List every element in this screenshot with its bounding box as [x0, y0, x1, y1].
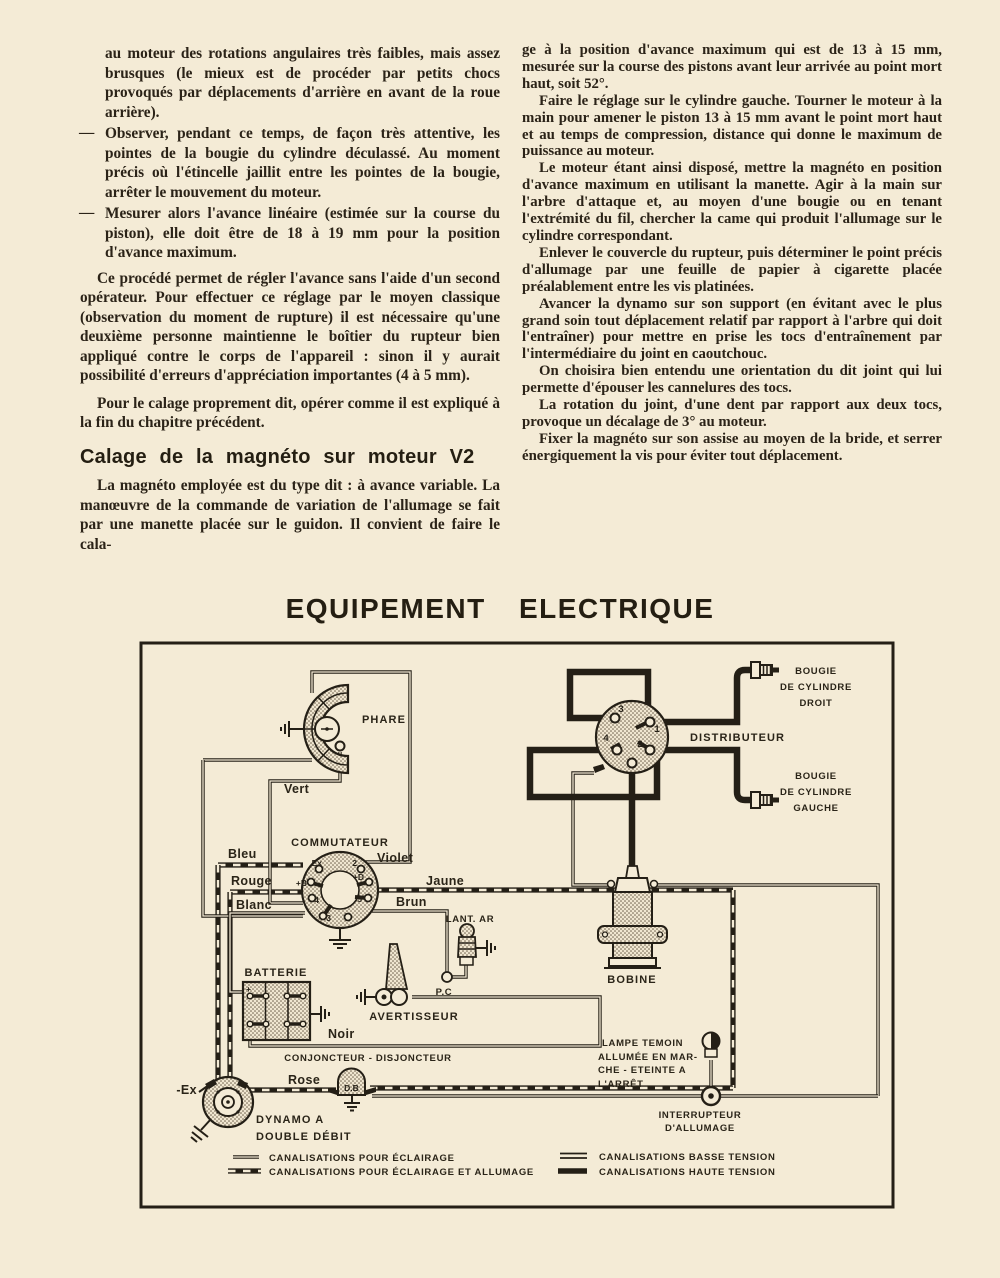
- warning-lamp-label1: LAMPE TEMOIN: [602, 1038, 684, 1049]
- paragraph: Enlever le couvercle du rupteur, puis déterminer le point précis d'allumage par une feuille de papier à cigarette placée préalablement entre les vis platinées.: [522, 244, 942, 295]
- rear-lamp-label: LANT. AR: [445, 914, 495, 925]
- terminal-3: 3: [326, 913, 331, 923]
- distributor-label: DISTRIBUTEUR: [690, 732, 786, 744]
- terminal-5: 5: [357, 894, 362, 904]
- wire-label-rouge: Rouge: [231, 874, 272, 888]
- distributor: [593, 701, 785, 773]
- warning-lamp-label3: CHE - ETEINTE A: [598, 1065, 687, 1076]
- list-item-text: Observer, pendant ce temps, de façon très attentive, les pointes de la bougie du cylindre déculassé. Au moment précis où l'étincelle jaillit entre les pointes de la bougie, arrêter le mouvement du moteur.: [105, 125, 500, 201]
- list-item: [79, 204, 500, 263]
- ground-icon: [191, 1119, 211, 1142]
- plug-left-label2: DE CYLINDRE: [779, 787, 853, 798]
- plug-right-label2: DE CYLINDRE: [779, 682, 853, 693]
- socket-label: P.C: [435, 987, 453, 998]
- paragraph: La magnéto employée est du type dit : à avance variable. La manœuvre de la commande de variation de l'allumage se fait par une manette placée sur le guidon. Il convient de faire le cala-: [80, 477, 500, 553]
- horn-label: AVERTISSEUR: [369, 1011, 459, 1023]
- figure-border: [141, 643, 893, 1207]
- list-item-continuation: [105, 44, 500, 122]
- plug-right-label1: BOUGIE: [795, 666, 837, 677]
- light-switch: [291, 837, 389, 948]
- distributor-number-3: 3: [618, 704, 624, 715]
- ground-icon: [281, 721, 304, 737]
- horn: [357, 944, 459, 1023]
- terminal-4: 4: [314, 895, 319, 905]
- dash-marker: —: [79, 204, 95, 221]
- list-item: [79, 124, 500, 202]
- warning-lamp-label2: ALLUMÉE EN MAR-: [598, 1052, 698, 1063]
- plug-left-label1: BOUGIE: [795, 771, 837, 782]
- dynamo-label-line1: DYNAMO A: [256, 1114, 325, 1126]
- terminal-2: 2: [352, 858, 357, 868]
- dynamo: [176, 1077, 351, 1143]
- battery-label: BATTERIE: [244, 967, 308, 979]
- paragraph: Pour le calage proprement dit, opérer comme il est expliqué à la fin du chapitre précédent.: [80, 394, 500, 431]
- ignition-switch: [659, 1087, 742, 1134]
- power-socket: [442, 972, 452, 982]
- warning-lamp-label4: L'ARRÊT: [598, 1079, 644, 1090]
- list-item-text: au moteur des rotations angulaires très faibles, mais assez brusques (le mieux est de procéder par petits chocs provoqués par déplacements d'arrière en avant de la roue arrière).: [105, 45, 500, 121]
- headlight-label: PHARE: [362, 714, 407, 726]
- wire-label-brun: Brun: [396, 895, 427, 909]
- dynamo-ex-label: -Ex: [176, 1083, 197, 1097]
- legend-label-basse: CANALISATIONS BASSE TENSION: [599, 1152, 776, 1163]
- legend-label-haute: CANALISATIONS HAUTE TENSION: [599, 1167, 776, 1178]
- spark-plug-left: [751, 771, 852, 814]
- column-left: [80, 42, 500, 554]
- dash-marker: —: [79, 124, 95, 141]
- battery: [243, 967, 329, 1040]
- dash-list: [80, 44, 500, 263]
- column-right: [522, 42, 942, 465]
- ground-icon: [344, 1095, 360, 1111]
- coil-label: BOBINE: [607, 974, 657, 986]
- wire-label-noir: Noir: [328, 1027, 355, 1041]
- wire-label-blanc: Blanc: [236, 898, 273, 912]
- ignition-coil: [598, 866, 667, 986]
- paragraph: Avancer la dynamo sur son support (en évitant avec le plus grand soin tout déplacement relatif par rapport à l'arbre qui doit l'entraîner) pour mettre en prise les tocs d'entraînement par l'intermédiaire du joint en caoutchouc.: [522, 295, 942, 363]
- wire-label-rose: Rose: [288, 1073, 321, 1087]
- relay-marking: D.B: [344, 1083, 359, 1093]
- distributor-number-4: 4: [603, 733, 609, 744]
- ground-icon: [475, 940, 495, 956]
- breaker-terminal: [593, 764, 605, 773]
- ignition-switch-label2: D'ALLUMAGE: [665, 1123, 735, 1134]
- relay-label: CONJONCTEUR - DISJONCTEUR: [284, 1053, 452, 1064]
- terminal-ex: Ex: [311, 858, 322, 868]
- wiring-diagram: [0, 640, 1000, 1278]
- switch-label: COMMUTATEUR: [291, 837, 389, 849]
- dynamo-label-line2: DOUBLE DÉBIT: [256, 1131, 352, 1143]
- legend-label-eclairage: CANALISATIONS POUR ÉCLAIRAGE: [269, 1153, 455, 1164]
- distributor-number-1: 1: [654, 724, 660, 735]
- ignition-switch-label1: INTERRUPTEUR: [658, 1110, 742, 1121]
- paragraph: La rotation du joint, d'une dent par rapport aux deux tocs, provoque un décalage de 3° au moteur.: [522, 397, 942, 430]
- paragraph: Faire le réglage sur le cylindre gauche. Tourner le moteur à la main pour amener le piston 13 à 15 mm avant le point mort haut et au temps de compression, distance qui donne le maximum de puissance au moteur.: [522, 92, 942, 160]
- legend-left: [228, 1153, 534, 1178]
- coil-clamp: [598, 926, 667, 943]
- legend-right: [558, 1152, 776, 1178]
- ground-icon: [329, 928, 351, 948]
- battery-plus-sign: +: [246, 984, 251, 994]
- section-heading: Calage de la magnéto sur moteur V2: [80, 445, 475, 468]
- ground-icon: [310, 1006, 329, 1022]
- ground-icon: [357, 989, 376, 1005]
- spark-plug-right: [751, 662, 852, 709]
- wire-color-labels: [228, 782, 464, 1087]
- paragraph: Fixer la magnéto sur son assise au moyen de la bride, et serrer énergiquement la vis pour éviter tout déplacement.: [522, 430, 942, 464]
- terminal-plus-b: +B: [295, 878, 307, 888]
- paragraph: Le moteur étant ainsi disposé, mettre la magnéto en position d'avance maximum en utilisant la manette. Agir à la main sur l'arbre d'attaque et, au moyen d'une bougie ou en tenant l'extrémité du fil, chercher la came qui produit l'allumage sur le cylindre correspondant.: [522, 160, 942, 244]
- wire-label-bleu: Bleu: [228, 847, 257, 861]
- wire-label-jaune: Jaune: [426, 874, 465, 888]
- paragraph: On choisira bien entendu une orientation du dit joint qui lui permette d'épouser les cannelures des tocs.: [522, 363, 942, 397]
- paragraph: ge à la position d'avance maximum qui est de 13 à 15 mm, mesurée sur la course des pistons avant leur arrivée au point mort haut, soit 52°.: [522, 42, 942, 92]
- wire-label-vert: Vert: [284, 782, 310, 796]
- plug-left-label3: GAUCHE: [793, 803, 839, 814]
- figure-title: EQUIPEMENT ELECTRIQUE: [285, 593, 715, 624]
- rear-lamp: [436, 914, 495, 998]
- paragraph: Ce procédé permet de régler l'avance sans l'aide d'un second opérateur. Pour effectuer ce réglage par le moyen classique (observation du moment de rupture) il est nécessaire qu'une deuxième personne maintienne le boîtier du rupteur bien appliqué contre le corps de l'appareil : sinon il y aurait possibilité d'erreurs d'appréciation importantes (4 à 5 mm).: [80, 269, 500, 384]
- plug-right-label3: DROIT: [799, 698, 833, 709]
- legend-label-eclairage-allumage: CANALISATIONS POUR ÉCLAIRAGE ET ALLUMAGE: [269, 1167, 534, 1178]
- distributor-number-2: 2: [637, 739, 643, 750]
- warning-lamp: [598, 1033, 720, 1091]
- wire-label-violet: Violet: [377, 851, 414, 865]
- terminal-plus-d: +D: [352, 872, 364, 882]
- list-item-text: Mesurer alors l'avance linéaire (estimée sur la course du piston), elle doit être de 18 à 19 mm pour la position d'avance maximum.: [105, 205, 500, 261]
